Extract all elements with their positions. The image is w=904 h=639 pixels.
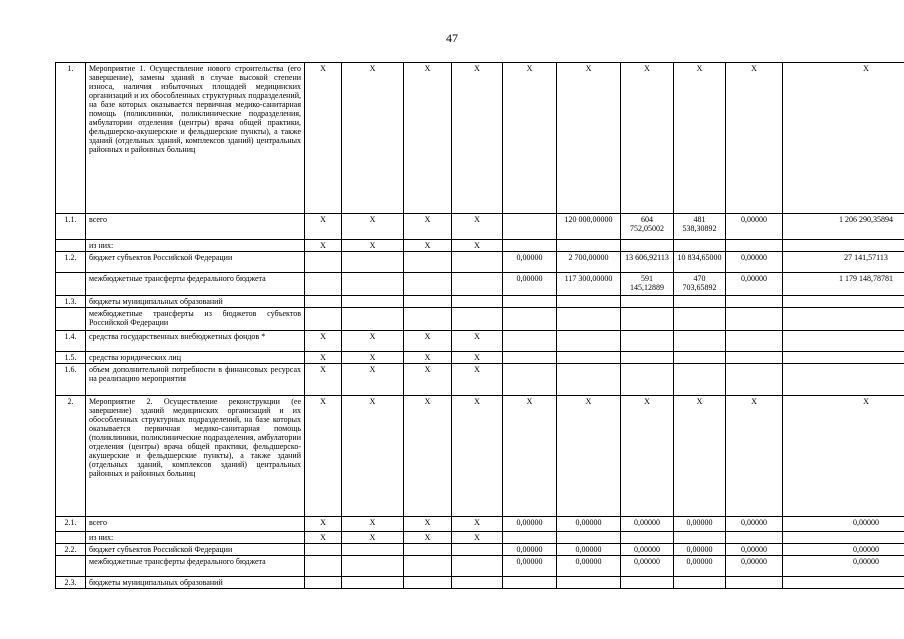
table-cell xyxy=(342,308,404,331)
table-cell: X xyxy=(342,240,404,252)
row-description: средства государственных внебюджетных фондов * xyxy=(86,331,305,352)
table-row xyxy=(56,364,904,396)
table-cell: 1 206 290,35894 xyxy=(783,214,904,240)
table-cell: X xyxy=(452,364,503,396)
table-cell: 0,00000 xyxy=(503,517,557,532)
row-description: из них: xyxy=(86,240,305,252)
table-cell xyxy=(503,364,557,396)
table-row xyxy=(56,544,904,556)
table-row xyxy=(56,296,904,308)
table-cell xyxy=(726,577,783,589)
table-cell xyxy=(557,352,621,364)
row-number: 1.4. xyxy=(56,331,86,352)
table-cell xyxy=(305,308,342,331)
row-description: бюджет субъектов Российской Федерации xyxy=(86,252,305,273)
table-cell: X xyxy=(342,364,404,396)
table-cell xyxy=(726,352,783,364)
table-cell xyxy=(305,544,342,556)
table-cell: 0,00000 xyxy=(621,517,674,532)
table-cell xyxy=(305,273,342,296)
table-cell: X xyxy=(452,352,503,364)
table-cell xyxy=(305,577,342,589)
table-cell: X xyxy=(305,214,342,240)
table-cell xyxy=(404,308,452,331)
table-cell: 0,00000 xyxy=(783,544,904,556)
table-cell: X xyxy=(726,63,783,214)
table-cell: X xyxy=(305,364,342,396)
row-description: межбюджетные трансферты из бюджетов субъектов Российской Федерации xyxy=(86,308,305,331)
table-cell xyxy=(342,577,404,589)
table-cell xyxy=(452,556,503,577)
row-number xyxy=(56,273,86,296)
table-cell xyxy=(783,308,904,331)
table-cell: 0,00000 xyxy=(726,556,783,577)
table-cell xyxy=(404,273,452,296)
row-description: из них: xyxy=(86,532,305,544)
table-cell xyxy=(503,296,557,308)
table-cell: 0,00000 xyxy=(621,544,674,556)
table-cell xyxy=(342,556,404,577)
table-cell xyxy=(404,544,452,556)
table-cell: 120 000,00000 xyxy=(557,214,621,240)
table-cell: X xyxy=(305,352,342,364)
table-cell: X xyxy=(305,63,342,214)
table-row xyxy=(56,273,904,296)
table-cell: X xyxy=(305,331,342,352)
budget-table xyxy=(55,62,904,589)
table-cell xyxy=(726,331,783,352)
table-cell: 0,00000 xyxy=(726,273,783,296)
table-row xyxy=(56,252,904,273)
table-cell: X xyxy=(557,396,621,517)
table-cell: 0,00000 xyxy=(503,273,557,296)
table-cell: X xyxy=(783,63,904,214)
table-cell: X xyxy=(452,63,503,214)
table-cell xyxy=(503,214,557,240)
table-cell xyxy=(621,352,674,364)
table-cell xyxy=(305,296,342,308)
table-cell: 470 703,65892 xyxy=(674,273,726,296)
table-cell xyxy=(452,273,503,296)
table-cell: 0,00000 xyxy=(726,544,783,556)
table-cell xyxy=(674,331,726,352)
row-number xyxy=(56,556,86,577)
table-cell: X xyxy=(342,63,404,214)
table-row xyxy=(56,331,904,352)
row-number xyxy=(56,240,86,252)
table-cell xyxy=(783,577,904,589)
table-cell: 0,00000 xyxy=(557,544,621,556)
table-cell: X xyxy=(305,396,342,517)
table-cell: X xyxy=(404,240,452,252)
row-description: Мероприятие 2. Осуществление реконструкции (ее завершение) зданий медицинских организаций и их обособленных структурных подразделений, на базе которых оказывается первичная медико-санитарная помощь (поликлиники, поликлинические подразделения, амбулатории отделения (центры) врача общей практики, фельдшерско-акушерские и фельдшерские пункты), а также зданий (отдельных зданий, комплексов зданий) центральных районных и районных больниц xyxy=(86,396,305,517)
table-cell: X xyxy=(452,517,503,532)
table-cell: X xyxy=(342,331,404,352)
table-cell: X xyxy=(342,214,404,240)
table-cell xyxy=(674,364,726,396)
table-cell xyxy=(621,577,674,589)
table-cell: X xyxy=(503,63,557,214)
table-cell: X xyxy=(503,396,557,517)
row-number: 1.1. xyxy=(56,214,86,240)
row-number: 2.1. xyxy=(56,517,86,532)
table-cell: X xyxy=(674,63,726,214)
table-cell: 0,00000 xyxy=(503,556,557,577)
table-cell xyxy=(726,532,783,544)
table-cell: X xyxy=(452,396,503,517)
table-cell: 591 145,12889 xyxy=(621,273,674,296)
row-description: Мероприятие 1. Осуществление нового строительства (его завершение), замены зданий в случае высокой степени износа, наличия избыточных площадей медицинских организаций и их обособленных структурных подразделений, на базе которых оказывается первичная медико-санитарная помощь (поликлиники, поликлинические подразделения, амбулатории отделения (центры) врача общей практики, фельдшерско-акушерские и фельдшерские пункты), а также зданий (отдельных зданий, комплексов зданий) центральных районных и районных больниц xyxy=(86,63,305,214)
table-cell xyxy=(404,577,452,589)
table-cell: X xyxy=(404,63,452,214)
table-cell xyxy=(503,308,557,331)
table-cell xyxy=(557,296,621,308)
table-cell: 604 752,05002 xyxy=(621,214,674,240)
table-cell xyxy=(726,296,783,308)
row-number: 2. xyxy=(56,396,86,517)
row-number: 2.2. xyxy=(56,544,86,556)
table-cell xyxy=(452,252,503,273)
row-number xyxy=(56,532,86,544)
table-cell xyxy=(783,364,904,396)
table-cell xyxy=(452,308,503,331)
table-row xyxy=(56,352,904,364)
table-cell xyxy=(342,544,404,556)
row-description: межбюджетные трансферты федерального бюджета xyxy=(86,273,305,296)
table-cell: 0,00000 xyxy=(783,556,904,577)
table-cell: 0,00000 xyxy=(674,517,726,532)
table-row xyxy=(56,396,904,517)
table-cell: X xyxy=(452,240,503,252)
table-cell: X xyxy=(342,352,404,364)
page-number: 47 xyxy=(446,31,458,45)
table-cell xyxy=(674,240,726,252)
table-cell xyxy=(557,364,621,396)
table-cell: X xyxy=(305,532,342,544)
table-cell xyxy=(674,296,726,308)
table-cell: 0,00000 xyxy=(557,556,621,577)
table-cell xyxy=(404,252,452,273)
table-cell: 0,00000 xyxy=(503,252,557,273)
table-cell xyxy=(621,308,674,331)
table-cell: X xyxy=(452,214,503,240)
table-cell xyxy=(674,577,726,589)
table-cell xyxy=(305,252,342,273)
table-cell xyxy=(674,352,726,364)
row-number: 1.6. xyxy=(56,364,86,396)
row-description: бюджеты муниципальных образований xyxy=(86,577,305,589)
table-cell: 481 538,30892 xyxy=(674,214,726,240)
table-cell: X xyxy=(404,532,452,544)
table-cell: 27 141,57113 xyxy=(783,252,904,273)
table-cell: X xyxy=(404,214,452,240)
table-cell xyxy=(503,577,557,589)
row-description: бюджет субъектов Российской Федерации xyxy=(86,544,305,556)
table-cell xyxy=(452,577,503,589)
table-cell: 0,00000 xyxy=(557,517,621,532)
table-cell xyxy=(621,296,674,308)
table-cell xyxy=(557,331,621,352)
table-cell xyxy=(452,296,503,308)
table-cell xyxy=(726,308,783,331)
table-cell xyxy=(726,240,783,252)
table-cell xyxy=(621,532,674,544)
row-description: всего xyxy=(86,214,305,240)
table-cell: 1 179 148,78781 xyxy=(783,273,904,296)
table-cell: X xyxy=(452,532,503,544)
table-cell xyxy=(503,532,557,544)
row-description: межбюджетные трансферты федерального бюджета xyxy=(86,556,305,577)
table-cell xyxy=(503,331,557,352)
table-cell: X xyxy=(621,63,674,214)
table-cell xyxy=(557,240,621,252)
table-cell xyxy=(503,240,557,252)
table-cell: 0,00000 xyxy=(621,556,674,577)
table-cell: X xyxy=(674,396,726,517)
table-cell: X xyxy=(404,396,452,517)
row-number: 1.2. xyxy=(56,252,86,273)
row-number: 1.5. xyxy=(56,352,86,364)
row-description: средства юридических лиц xyxy=(86,352,305,364)
table-cell xyxy=(557,308,621,331)
table-cell: X xyxy=(305,240,342,252)
table-cell: 2 700,00000 xyxy=(557,252,621,273)
table-cell: X xyxy=(726,396,783,517)
table-cell xyxy=(674,308,726,331)
table-cell xyxy=(452,544,503,556)
table-cell: 0,00000 xyxy=(726,252,783,273)
table-cell: X xyxy=(557,63,621,214)
table-cell: X xyxy=(342,532,404,544)
table-cell: 10 834,65000 xyxy=(674,252,726,273)
table-cell xyxy=(783,331,904,352)
table-cell xyxy=(342,252,404,273)
table-cell: 0,00000 xyxy=(674,544,726,556)
table-row xyxy=(56,556,904,577)
row-number: 2.3. xyxy=(56,577,86,589)
table-cell xyxy=(621,240,674,252)
table-row xyxy=(56,517,904,532)
row-number: 1. xyxy=(56,63,86,214)
table-row xyxy=(56,240,904,252)
row-description: бюджеты муниципальных образований xyxy=(86,296,305,308)
table-cell: 0,00000 xyxy=(783,517,904,532)
table-row xyxy=(56,308,904,331)
table-cell xyxy=(404,296,452,308)
table-row xyxy=(56,63,904,214)
table-cell: 0,00000 xyxy=(726,214,783,240)
table-cell xyxy=(557,577,621,589)
table-cell xyxy=(783,352,904,364)
table-cell: X xyxy=(621,396,674,517)
table-cell xyxy=(305,556,342,577)
table-cell: X xyxy=(404,517,452,532)
table-cell xyxy=(783,296,904,308)
table-body xyxy=(56,63,904,589)
table-cell xyxy=(674,532,726,544)
table-row xyxy=(56,577,904,589)
table-cell: 0,00000 xyxy=(674,556,726,577)
table-cell: X xyxy=(452,331,503,352)
table-cell xyxy=(557,532,621,544)
table-cell: 117 300,00000 xyxy=(557,273,621,296)
table-cell: X xyxy=(404,364,452,396)
table-row xyxy=(56,214,904,240)
table-cell xyxy=(342,273,404,296)
table-cell xyxy=(783,532,904,544)
table-cell: 0,00000 xyxy=(503,544,557,556)
table-cell: X xyxy=(305,517,342,532)
table-cell xyxy=(783,240,904,252)
row-description: всего xyxy=(86,517,305,532)
table-cell xyxy=(726,364,783,396)
row-number xyxy=(56,308,86,331)
table-cell: 13 606,92113 xyxy=(621,252,674,273)
table-cell xyxy=(621,364,674,396)
table-row xyxy=(56,532,904,544)
table-cell: X xyxy=(404,352,452,364)
table-cell: X xyxy=(404,331,452,352)
row-description: объем дополнительной потребности в финансовых ресурсах на реализацию мероприятия xyxy=(86,364,305,396)
table-cell: X xyxy=(342,396,404,517)
table-cell xyxy=(621,331,674,352)
table-cell: X xyxy=(342,517,404,532)
table-cell xyxy=(503,352,557,364)
table-cell: X xyxy=(783,396,904,517)
table-cell xyxy=(342,296,404,308)
row-number: 1.3. xyxy=(56,296,86,308)
table-cell xyxy=(404,556,452,577)
table-cell: 0,00000 xyxy=(726,517,783,532)
